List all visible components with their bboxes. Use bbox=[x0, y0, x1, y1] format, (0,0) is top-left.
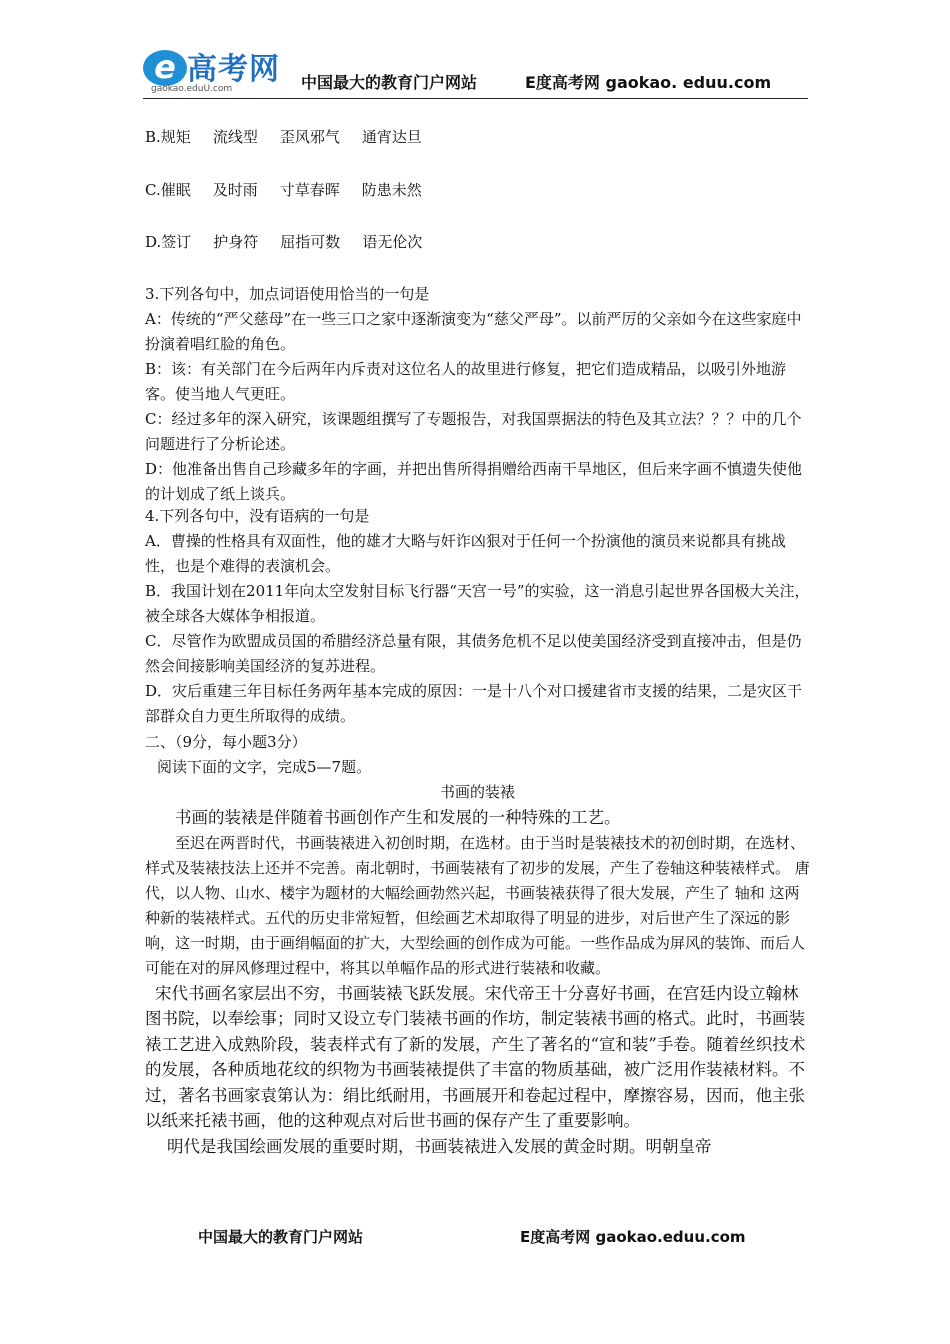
logo-text: 高考网 bbox=[187, 52, 280, 87]
section-2 bbox=[145, 730, 810, 1159]
logo-e-icon: e bbox=[143, 50, 187, 86]
option-word: 语无伦次 bbox=[362, 233, 423, 251]
option-c bbox=[145, 179, 444, 200]
answer-d: D：他准备出售自己珍藏多年的字画，并把出售所得捐赠给西南干旱地区，但后来字画不慎遗失使他的计划成了纸上谈兵。 bbox=[145, 460, 803, 503]
option-word: 催眠 bbox=[160, 181, 191, 199]
option-word: 屈指可数 bbox=[280, 233, 341, 251]
option-word: 签订 bbox=[161, 233, 192, 251]
article-paragraph-1: 书画的装裱是伴随着书画创作产生和发展的一种特殊的工艺。 bbox=[175, 808, 621, 827]
option-label: C. bbox=[145, 181, 161, 199]
answer-c: C：经过多年的深入研究，该课题组撰写了专题报告，对我国票据法的特色及其立法？？？中的几个问题进行了分析论述。 bbox=[145, 410, 802, 453]
logo-subtext: gaokao.eduU.com bbox=[151, 84, 233, 94]
option-d bbox=[145, 231, 444, 252]
option-word: 防患未然 bbox=[361, 181, 422, 199]
page-header bbox=[143, 48, 808, 99]
article-paragraph-3: 宋代书画名家层出不穷，书画装裱飞跃发展。宋代帝王十分喜好书画，在宫廷内设立翰林图书院，以奉绘事；同时又设立专门装裱书画的作坊，制定装裱书画的格式。此时，书画装裱工艺进入成熟阶段，装表样式有了新的发展，产生了著名的“宣和装”手卷。随着丝织技术的发展，各种质地花纹的织物为书画装裱提供了丰富的物质基础，被广泛用作装裱材料。不过，著名书画家袁第认为：绢比纸耐用，书画展开和卷起过程中，摩擦容易，因而，他主张以纸来托裱书画，他的这种观点对后世书画的保存产生了重要影响。 bbox=[145, 983, 806, 1130]
answer-c: C．尽管作为欧盟成员国的希腊经济总量有限，其债务危机不足以使美国经济受到直接冲击，但是仍然会间接影响美国经济的复苏进程。 bbox=[145, 632, 802, 675]
option-word: 护身符 bbox=[213, 233, 259, 251]
question-4 bbox=[145, 504, 810, 729]
answer-b: B：该：有关部门在今后两年内斥责对这位名人的故里进行修复，把它们造成精品，以吸引外地游客。使当地人气更旺。 bbox=[145, 360, 787, 403]
answer-a: A：传统的“严父慈母”在一些三口之家中逐渐演变为“慈父严母”。以前严厉的父亲如今在这些家庭中扮演着唱红脸的角色。 bbox=[145, 310, 802, 353]
answer-b: B．我国计划在2011年向太空发射目标飞行器“天宫一号”的实验，这一消息引起世界各国极大关注，被全球各大媒体争相报道。 bbox=[145, 582, 810, 625]
header-tagline: 中国最大的教育门户网站 bbox=[301, 73, 478, 92]
footer-site-link[interactable]: E度高考网 gaokao.eduu.com bbox=[520, 1228, 746, 1246]
answer-a: A．曹操的性格具有双面性，他的雄才大略与奸诈凶狠对于任何一个扮演他的演员来说都具有挑战性，也是个难得的表演机会。 bbox=[145, 532, 786, 575]
option-word: 通宵达旦 bbox=[361, 128, 422, 146]
question-stem: 3.下列各句中，加点词语使用恰当的一句是 bbox=[145, 285, 430, 303]
option-word: 歪风邪气 bbox=[279, 128, 340, 146]
section-heading: 二、（9分，每小题3分） bbox=[145, 733, 307, 751]
answer-d: D．灾后重建三年目标任务两年基本完成的原因：一是十八个对口援建省市支援的结果，二是灾区干部群众自力更生所取得的成绩。 bbox=[145, 682, 803, 725]
article-paragraph-2: 至迟在两晋时代，书画装裱进入初创时期，在选材。由于当时是装裱技术的初创时期，在选材、样式及装裱技法上还并不完善。南北朝时，书画装裱有了初步的发展，产生了卷轴这种装裱样式。 唐代，以人物、山水、楼宇为题材的大幅绘画勃然兴起，书画装裱获得了很大发展，产生了 轴和 这两种新的装裱样式。五代的历史非常短暂，但绘画艺术却取得了明显的进步，对后世产生了深远的影响，这一时期，由于画绢幅面的扩大，大型绘画的创作成为可能。一些作品成为屏风的装饰、而后人可能在对的屏风修理过程中，将其以单幅作品的形式进行装裱和收藏。 bbox=[145, 833, 810, 977]
option-b bbox=[145, 126, 444, 147]
article-title: 书画的装裱 bbox=[439, 783, 515, 801]
question-3 bbox=[145, 282, 810, 507]
option-word: 流线型 bbox=[212, 128, 258, 146]
header-site-name: E度高考网 gaokao. eduu.com bbox=[525, 73, 772, 92]
option-word: 寸草春晖 bbox=[279, 181, 340, 199]
option-label: D. bbox=[145, 233, 162, 251]
article-paragraph-4: 明代是我国绘画发展的重要时期，书画装裱进入发展的黄金时期。明朝皇帝 bbox=[167, 1136, 712, 1156]
section-instruction: 阅读下面的文字，完成5—7题。 bbox=[157, 758, 372, 776]
option-word: 及时雨 bbox=[212, 181, 258, 199]
site-logo[interactable] bbox=[143, 50, 293, 96]
option-word: 规矩 bbox=[160, 128, 191, 146]
footer-tagline: 中国最大的教育门户网站 bbox=[198, 1228, 364, 1246]
option-label: B. bbox=[145, 128, 161, 146]
question-stem: 4.下列各句中，没有语病的一句是 bbox=[145, 507, 370, 525]
